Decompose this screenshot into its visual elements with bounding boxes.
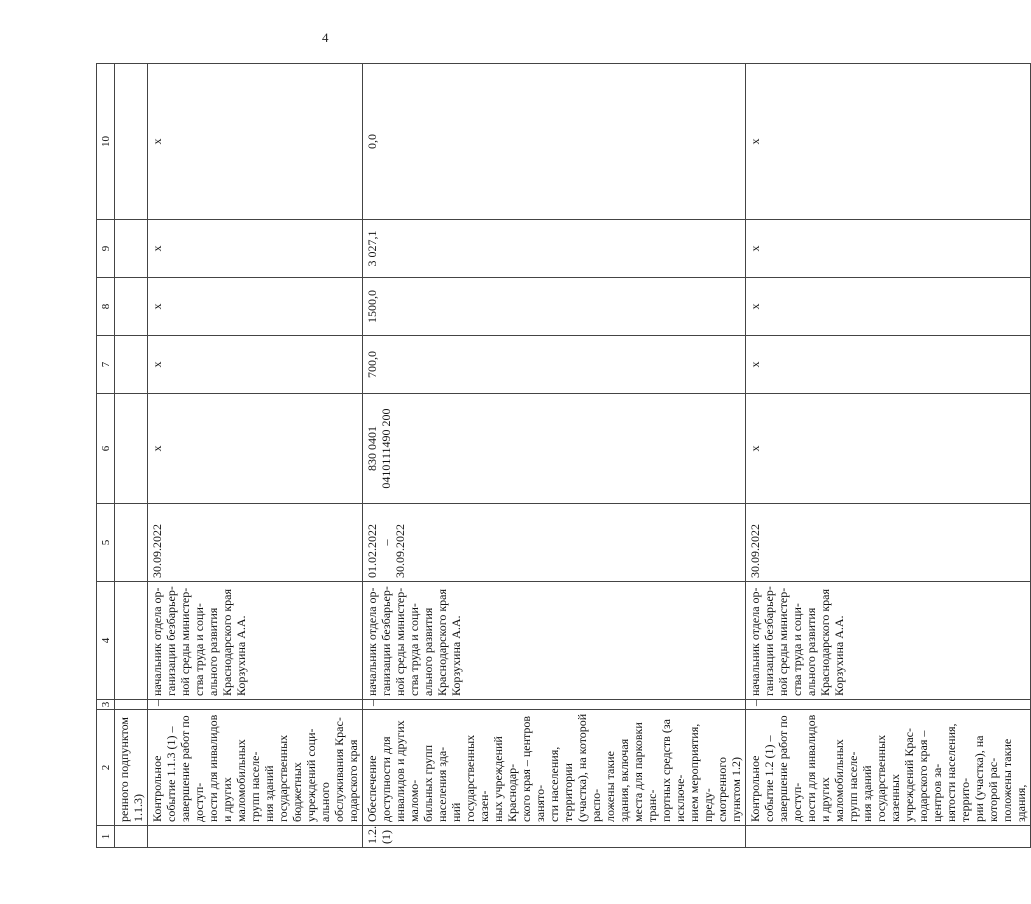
schedule-table <box>96 63 1031 848</box>
cell-c9: х <box>148 220 363 278</box>
cell-c3 <box>115 700 148 710</box>
cell-c3: – <box>746 700 1031 710</box>
header-cell: 3 <box>97 700 115 710</box>
cell-date-range <box>363 504 746 582</box>
cell-num <box>115 826 148 848</box>
cell-c7: х <box>148 336 363 394</box>
cell-c10: х <box>746 64 1031 220</box>
cell-c3: – <box>148 700 363 710</box>
cell-name: Контрольное событие 1.1.3 (1) – завершение работ по доступ- ности для инвалидов и других маломобильных групп населе- ния зданий государственных бюджетных учреждений соци- ального обслуживания Крас- нодарского края <box>148 710 363 826</box>
table-row <box>115 64 148 848</box>
header-cell: 10 <box>97 64 115 220</box>
cell-c9: х <box>746 220 1031 278</box>
cell-name: Контрольное событие 1.2 (1) – завершение работ по доступ- ности для инвалидов и других маломобильных групп населе- ния зданий государственных казенных учреждений Крас- нодарского края – центров за- нятости населения, террито- рии (участка), на которой рас- положены такие здания, <box>746 710 1031 826</box>
cell-name: Обеспечение доступности для инвалидов и других маломо- бильных групп населения зда- ний государственных казен- ных учреждений Краснодар- ского края – центров занято- сти населения, территории (участка), на которой распо- ложены такие здания, включая места для парковки транс- портных средств (за исключе- нием мероприятия, преду- смотренного пунктом 1.2) <box>363 710 746 826</box>
cell-responsible: начальник отдела ор- ганизации безбарьер- ной среды министер- ства труда и соци- ального развития Краснодарского края Корзухина А.А. <box>746 582 1031 700</box>
cell-c7 <box>115 336 148 394</box>
page-number: 4 <box>322 30 329 45</box>
cell-c8: х <box>746 278 1031 336</box>
header-cell: 1 <box>97 826 115 848</box>
cell-name: ренного подпунктом 1.1.3) <box>115 710 148 826</box>
cell-responsible: начальник отдела ор- ганизации безбарьер- ной среды министер- ства труда и соци- ального развития Краснодарского края Корзухина А.А. <box>148 582 363 700</box>
header-cell: 4 <box>97 582 115 700</box>
header-cell: 5 <box>97 504 115 582</box>
cell-code <box>115 394 148 504</box>
cell-c8: х <box>148 278 363 336</box>
table-row <box>363 64 746 848</box>
cell-c10: х <box>148 64 363 220</box>
rotated-table-page <box>96 64 1028 848</box>
cell-c3: – <box>363 700 746 710</box>
cell-code: х <box>746 394 1031 504</box>
cell-responsible: начальник отдела ор- ганизации безбарьер- ной среды министер- ства труда и соци- ального развития Краснодарского края Корзухина А.А. <box>363 582 746 700</box>
cell-c7: х <box>746 336 1031 394</box>
cell-date <box>115 504 148 582</box>
header-cell: 9 <box>97 220 115 278</box>
date-end: 30.09.2022 <box>393 524 407 578</box>
date-separator: – <box>379 539 393 546</box>
cell-c10 <box>115 64 148 220</box>
table-row <box>746 64 1031 848</box>
cell-code: х <box>148 394 363 504</box>
cell-c9 <box>115 220 148 278</box>
cell-c10: 0,0 <box>363 64 746 220</box>
header-cell: 6 <box>97 394 115 504</box>
cell-c7: 700,0 <box>363 336 746 394</box>
header-cell: 2 <box>97 710 115 826</box>
table-header-row <box>97 64 115 848</box>
cell-date: 30.09.2022 <box>148 504 363 582</box>
cell-num <box>148 826 363 848</box>
cell-num <box>746 826 1031 848</box>
cell-date: 30.09.2022 <box>746 504 1031 582</box>
header-cell: 8 <box>97 278 115 336</box>
table-row <box>148 64 363 848</box>
header-cell: 7 <box>97 336 115 394</box>
cell-num: 1.2.(1) <box>363 826 746 848</box>
cell-c9: 3 027,1 <box>363 220 746 278</box>
cell-c8 <box>115 278 148 336</box>
date-start: 01.02.2022 <box>365 524 379 578</box>
cell-code: 830 0401 0410111490 200 <box>363 394 746 504</box>
cell-c8: 1500,0 <box>363 278 746 336</box>
cell-responsible <box>115 582 148 700</box>
